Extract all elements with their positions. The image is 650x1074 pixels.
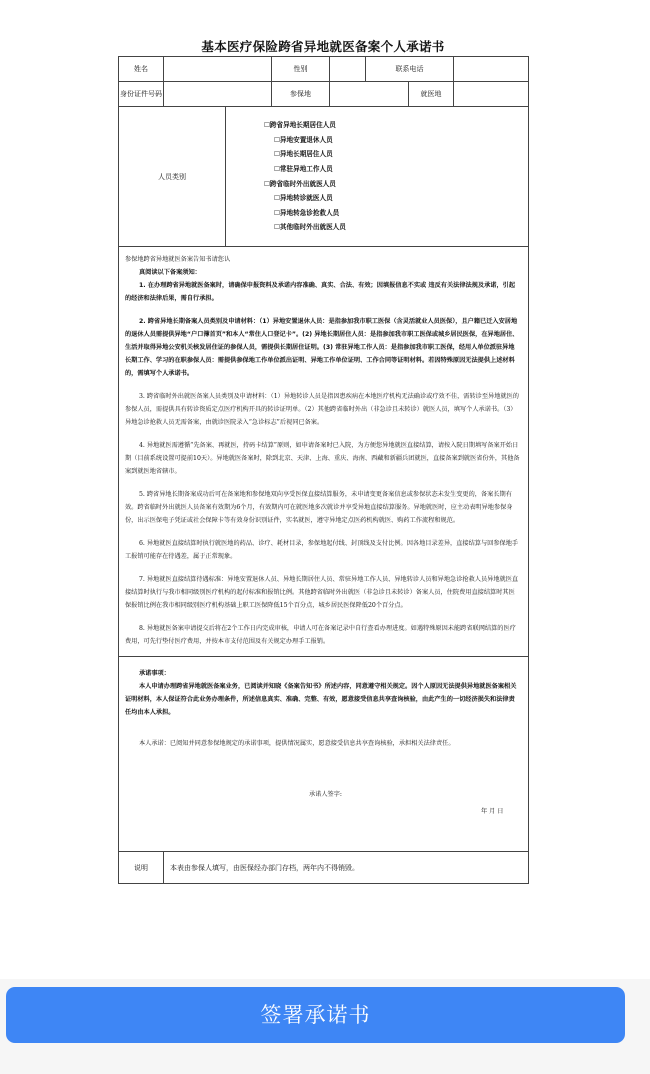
pledge-heading: 承诺事项： bbox=[139, 670, 170, 677]
category-option[interactable]: ☐异地安置退休人员 bbox=[274, 135, 333, 144]
document-title: 基本医疗保险跨省异地就医备案个人承诺书 bbox=[201, 39, 445, 54]
commitment-document bbox=[118, 38, 528, 884]
category-option[interactable]: ☐异地转急诊抢救人员 bbox=[274, 208, 340, 217]
commitment-form-table bbox=[118, 56, 529, 884]
phone-label: 联系电话 bbox=[366, 57, 454, 82]
paragraph-gap bbox=[125, 380, 520, 390]
notice-paragraph: 2. 跨省异地长期备案人员类别及申请材料：（1）异地安置退休人员：是指参加我市职工医保（含灵活就业人员医保），且户籍已迁入安居地的退休人员需提供异地“户口簿首页”和本人“常住人口登记卡”。(2) 异地长期居住人员：是指参加我市职工医保或城乡居民医保，在异地居住、生活并取得异地公安机关核发居住证的参保人员，需提供长期居住证明。(3) 常驻异地工作人员：是指参加我市职工医保，经用人单位派驻异地长期工作、学习的在职参保人员：需提供参保地工作单位派出证明、异地工作单位证明、工作合同等证明材料。若因特殊原因无法提供上述材料的，需填写个人承诺书。 bbox=[125, 318, 519, 377]
phone-field[interactable] bbox=[454, 57, 529, 82]
pledge-bold-text: 本人申请办理跨省异地就医备案业务，已阅读并知晓《备案告知书》所述内容，同意遵守相关规定。因个人原因无法提供异地就医备案相关证明材料，本人保证符合此业务办理条件，所述信息真实、准确、完整、有效，愿意接受信息共享查询核验，由此产生的一切经济损失和法律责任均由本人承担。 bbox=[125, 683, 517, 716]
paragraph-gap bbox=[125, 429, 520, 439]
paragraph-gap bbox=[125, 612, 520, 622]
category-option[interactable]: ☐异地长期居住人员 bbox=[274, 150, 333, 159]
signature-label[interactable]: 承诺人签字: bbox=[309, 791, 343, 798]
category-option[interactable]: ☐常驻异地工作人员 bbox=[274, 164, 333, 173]
date-label: 年 月 日 bbox=[481, 808, 504, 815]
gender-label: 性别 bbox=[272, 57, 330, 82]
note-text: 本表由参保人填写，由医保经办部门存档，两年内不得销毁。 bbox=[164, 852, 529, 884]
category-list bbox=[226, 118, 528, 235]
row-pledge bbox=[119, 657, 529, 852]
notice-paragraph: 7. 异地就医直接结算待遇标准：异地安置退休人员、异地长期居住人员、常驻异地工作人员、异地转诊人员和异地急诊抢救人员异地就医直接结算时执行与我市相同级别医疗机构的起付标准和报销比例。其他跨省临时外出就医（非急诊且未转诊）备案人员，住院费用直接结算时其医保报销比例在我市相同级别医疗机构基础上职工医保降低15个百分点，城乡居民医保降低20个百分点。 bbox=[125, 576, 519, 609]
name-label: 姓名 bbox=[119, 57, 164, 82]
notice-paragraph: 1. 在办理跨省异地就医备案时，请确保申报资料及承诺内容准确、真实、合法、有效；因填报信息不实或 违反有关法律法规及承诺，引起的经济和法律后果，需自行承担。 bbox=[125, 282, 516, 302]
row-basic-info bbox=[119, 57, 529, 82]
notice-paragraph: 6. 异地就医直接结算时执行就医地的药品、诊疗、耗材目录，参保地起付线、封顶线及支付比例。因各地目录差异，直接结算与回参保地手工报销可能存在待遇差，属于正常现象。 bbox=[125, 540, 519, 560]
id-label: 身份证件号码 bbox=[119, 82, 164, 107]
category-option[interactable]: ☐异地转诊就医人员 bbox=[274, 194, 333, 203]
category-option[interactable]: ☐其他临时外出就医人员 bbox=[274, 223, 346, 232]
name-field[interactable] bbox=[164, 57, 272, 82]
paragraph-gap bbox=[125, 563, 520, 573]
sign-commitment-button[interactable]: 签署承诺书 bbox=[6, 987, 625, 1043]
pledge-cell bbox=[119, 657, 529, 852]
paragraph-gap bbox=[125, 478, 520, 488]
paragraph-gap bbox=[125, 527, 520, 537]
pledge-statement: 本人承诺：已阅知并同意参保地规定的承诺事项，提供情况属实，愿意接受信息共享查询核验，承担相关法律责任。 bbox=[139, 740, 455, 747]
row-id-info bbox=[119, 82, 529, 107]
medical-place-label: 就医地 bbox=[409, 82, 454, 107]
category-option[interactable]: ☐跨省临时外出就医人员 bbox=[264, 179, 336, 188]
pledge-section bbox=[119, 657, 528, 851]
notice-paragraph: 8. 异地就医备案申请提交后将在2个工作日内完成审核，申请人可在备案记录中自行查看办理进度。如遇特殊原因未能跨省联网结算的医疗费用，可先行垫付医疗费用，并按本市支付范围及有关规定办理手工报销。 bbox=[125, 625, 516, 645]
category-options bbox=[226, 107, 529, 247]
notice-paragraph: 4. 异地就医需遵循“先备案、再就医，持码卡结算”原则，如申请备案时已入院，为方便您异地就医直接结算，请按入院日期填写备案开始日期（目前系统设置可提前10天）。异地就医备案时，除到北京、天津、上海、重庆、海南、西藏和新疆兵团就医，直接备案到就医省份外，其他备案到就医地省辖市。 bbox=[125, 442, 520, 475]
row-notice bbox=[119, 247, 529, 657]
medical-place-field[interactable] bbox=[454, 82, 529, 107]
category-label: 人员类别 bbox=[119, 107, 226, 247]
insured-place-field[interactable] bbox=[330, 82, 409, 107]
id-field[interactable] bbox=[164, 82, 272, 107]
notice-paragraph: 3. 跨省临时外出就医备案人员类别及申请材料：（1）异地转诊人员是指因患疾病在本地医疗机构无法确诊或疗效不佳，需转诊至异地就医的参保人员，需提供具有转诊资质定点医疗机构开具的转诊证明单。（2）其他跨省临时外出（非急诊且未转诊）就医人员，填写个人承诺书。（3）异地急诊抢救人员无需备案，由就诊医院录入“急诊标志”后视同已备案。 bbox=[125, 393, 519, 426]
paragraph-gap bbox=[125, 305, 520, 315]
insured-place-label: 参保地 bbox=[272, 82, 330, 107]
gender-field[interactable] bbox=[330, 57, 366, 82]
notice-section bbox=[119, 247, 528, 656]
notice-paragraph: 5. 跨省异地长期备案成功后可在备案地和参保地双向享受医保直接结算服务，未申请变更备案信息或参保状态未发生变更的，备案长期有效。跨省临时外出就医人员备案有效期为6个月，有效期内可在就医地多次就诊并享受异地直接结算服务。异地就医时，应主动表明异地参保身份，出示医保电子凭证或社会保障卡等有效身份识别证件，实名就医，遵守异地定点医药机构就医、购药工作流程和规范。 bbox=[125, 491, 513, 524]
notice-subheading: 真阅读以下备案须知： bbox=[139, 269, 201, 276]
notice-cell bbox=[119, 247, 529, 657]
row-category bbox=[119, 107, 529, 247]
category-option[interactable]: ☐跨省异地长期居住人员 bbox=[264, 121, 336, 130]
note-label: 说明 bbox=[119, 852, 164, 884]
row-note bbox=[119, 852, 529, 884]
notice-heading: 参保地跨省异地就医备案告知书请您认 bbox=[125, 256, 231, 263]
